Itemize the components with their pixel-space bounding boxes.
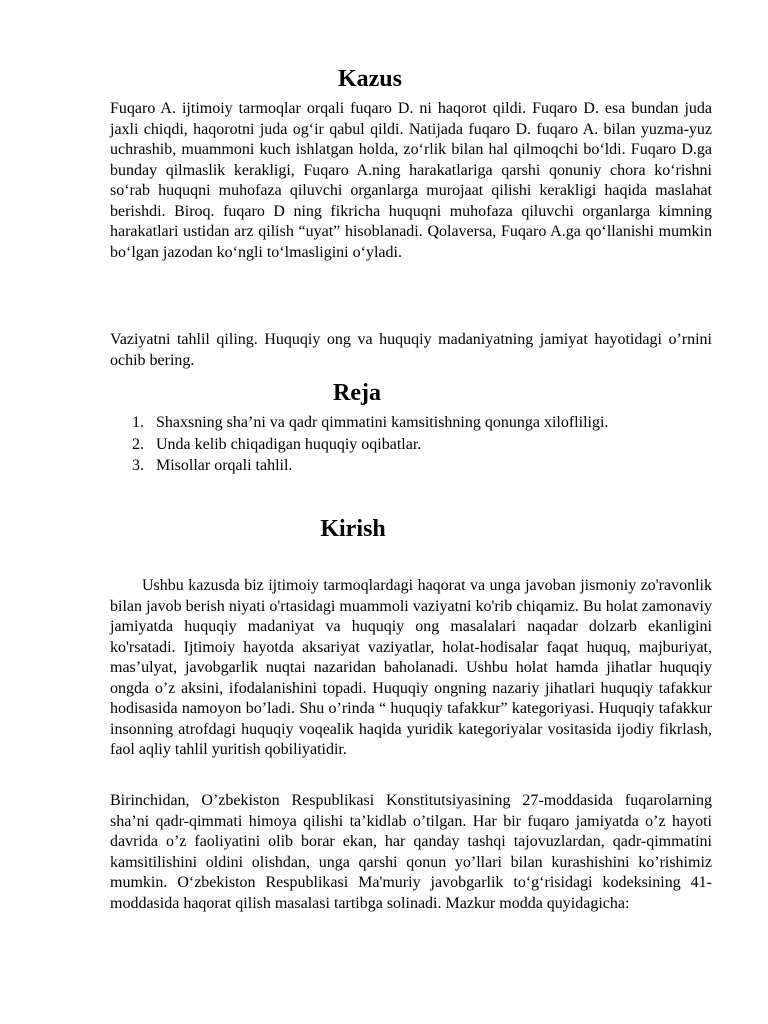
reja-item-1 (110, 413, 712, 435)
reja-item-number: 2. (132, 435, 144, 453)
reja-item-text: Unda kelib chiqadigan huquqiy oqibatlar. (156, 435, 422, 453)
reja-item-text: Shaxsning sha’ni va qadr qimmatini kamsitishning qonunga xilofliligi. (156, 414, 609, 431)
kirish-intro-paragraph: Ushbu kazusda biz ijtimoiy tarmoqlardagi haqorat va unga javoban jismoniy zo'ravonlik bilan javob berish niyati o'rtasidagi muammoli vaziyatni ko'rib chiqamiz. Bu holat zamonaviy jamiyatda huquqiy madaniyat va huquqiy ong masalalari naqadar dolzarb ekanligini ko'rsatadi. Ijtimoiy hayotda aksariyat vaziyatlar, holat-hodisalar faqat huquq, majburiyat, mas’ulyat, javobgarlik nuqtai nazaridan baholanadi. Ushbu holat hamda jihatlar huquqiy ongda o’z aksini, ifodalanishini topadi. Huquqiy ongning nazariy jihatlari huquqiy tafakkur hodisasida namoyon bo’ladi. Shu o’rinda “ huquqiy tafakkur” kategoriyasi. Huquqiy tafakkur insonning atrofdagi huquqiy voqealik haqida yuridik kategoriyalar vositasida ijodiy fikrlash, faol aqliy tahlil yuritish qobiliyatidir. (110, 577, 712, 758)
reja-item-3 (110, 456, 712, 478)
kazus-paragraph: Fuqaro A. ijtimoiy tarmoqlar orqali fuqaro D. ni haqorot qildi. Fuqaro D. esa bundan juda jaxli chiqdi, haqorotni juda og‘ir qabul qildi. Natijada fuqaro D. fuqaro A. bilan yuzma-yuz uchrashib, muammoni kuch ishlatgan holda, zo‘rlik bilan hal qilmoqchi bo‘ldi. Fuqaro D.ga bunday qilmaslik kerakligi, Fuqaro A.ning harakatlariga qarshi qonuniy chora ko‘rishni so‘rab huquqni muhofaza qiluvchi organlarga murojaat qilishi kerakligi haqida maslahat berishdi. Biroq. fuqaro D ning fikricha huquqni muhofaza qiluvchi organlarga kimning harakatlari ustidan arz qilish “uyat” hisoblanadi. Qolaversa, Fuqaro A.ga qo‘llanishi mumkin bo‘lgan jazodan ko‘ngli to‘lmasligini o‘yladi. (110, 100, 712, 261)
reja-item-2 (110, 435, 712, 457)
reja-list (110, 413, 712, 478)
kirish-first-paragraph: Birinchidan, O’zbekiston Respublikasi Konstitutsiyasining 27-moddasida fuqarolarning sha’ni qadr-qimmati himoya qilishi ta’kidlab o’tilgan. Har bir fuqaro jamiyatda o’z hayoti davrida o’z faoliyatini olib borar ekan, har qanday tashqi tajovuzlardan, qadr-qimmatini kamsitilishini oldini olishdan, unga qarshi qonun yo’llari bilan kurashishini ko’rishimiz mumkin. O‘zbekiston Respublikasi Ma'muriy javobgarlik to‘g‘risidagi kodeksining 41-moddasida haqorat qilish masalasi tartibga solinadi. Mazkur modda quyidagicha: (110, 792, 712, 912)
kazus-heading: Kazus (337, 66, 402, 92)
reja-item-text: Misollar orqali tahlil. (156, 457, 293, 474)
reja-item-number: 1. (132, 414, 144, 431)
task-paragraph: Vaziyatni tahlil qiling. Huquqiy ong va huquqiy madaniyatning jamiyat hayotidagi o’rnini ochib bering. (110, 331, 712, 369)
kirish-heading: Kirish (320, 516, 386, 542)
reja-item-number: 3. (132, 457, 144, 474)
reja-heading: Reja (333, 380, 381, 406)
